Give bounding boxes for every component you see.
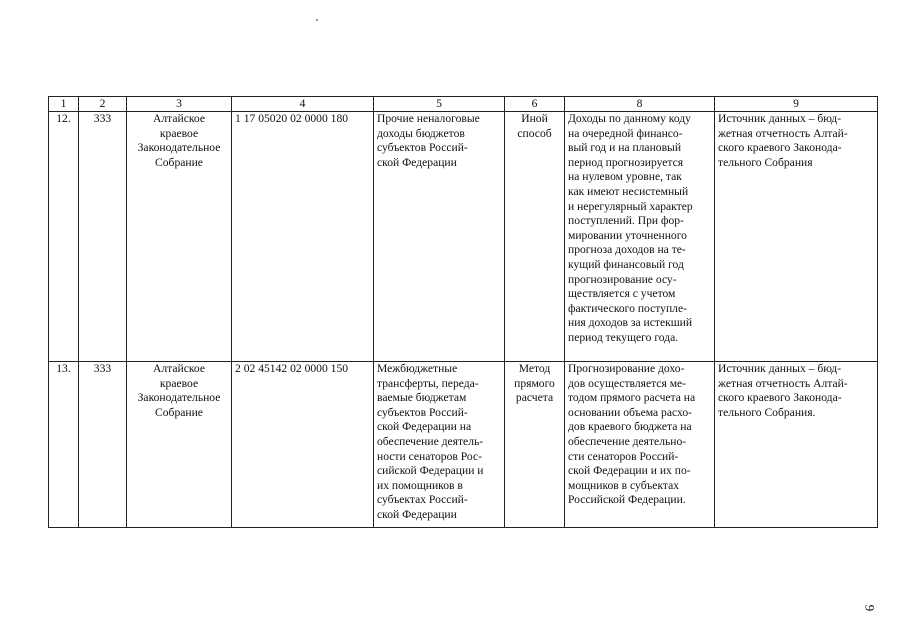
text-line: мощников в субъектах	[568, 478, 680, 492]
text-line: дов краевого бюджета на	[568, 420, 692, 434]
text-line: сийской Федерации и	[377, 464, 484, 478]
text-line: Алтайское	[153, 112, 205, 125]
text-line: Прочие неналоговые	[377, 112, 480, 125]
data-source	[715, 112, 878, 362]
page-number: 9	[862, 604, 878, 612]
text-line: краевое	[159, 126, 199, 140]
header-col-6: 6	[505, 97, 565, 112]
text-line: Законодательное	[137, 391, 221, 405]
text-line: прямого	[514, 376, 555, 390]
text-line: доходы бюджетов	[377, 126, 465, 140]
text-line: жетная отчетность Алтай-	[718, 126, 848, 140]
text-line: вый год и на плановый	[568, 141, 682, 155]
text-line: субъектов Россий-	[377, 141, 468, 155]
scan-speck	[316, 19, 318, 21]
text-line: обеспечение деятель-	[377, 434, 484, 448]
revenue-forecast-table	[48, 96, 878, 528]
text-line: Собрание	[155, 155, 203, 169]
text-line: ской Федерации и их по-	[568, 464, 691, 478]
header-col-2: 2	[79, 97, 127, 112]
text-line: ского краевого Законода-	[718, 141, 842, 155]
kbk-code: 2 02 45142 02 0000 150	[232, 362, 374, 528]
text-line: тельного Собрания.	[718, 405, 816, 419]
row-number: 12.	[49, 112, 79, 362]
administrator-name	[127, 362, 232, 528]
text-line: ваемые бюджетам	[377, 391, 467, 405]
text-line: ского краевого Законода-	[718, 391, 842, 405]
text-line: Алтайское	[153, 362, 205, 375]
table-header-row	[49, 97, 878, 112]
text-line: их помощников в	[377, 478, 463, 492]
text-line: тодом прямого расчета на	[568, 391, 696, 405]
text-line: способ	[517, 126, 552, 140]
table-row	[49, 362, 878, 528]
text-line: Межбюджетные	[377, 362, 458, 375]
text-line: Прогнозирование дохо-	[568, 362, 685, 375]
text-line: поступлений. При фор-	[568, 214, 684, 228]
text-line: Источник данных – бюд-	[718, 362, 842, 375]
text-line: кущий финансовый год	[568, 257, 684, 271]
table-row	[49, 112, 878, 362]
text-line: и нерегулярный характер	[568, 199, 693, 213]
header-col-3: 3	[127, 97, 232, 112]
text-line: на нулевом уровне, так	[568, 170, 682, 184]
revenue-name	[374, 362, 505, 528]
text-line: ской Федерации на	[377, 420, 472, 434]
text-line: ществляется с учетом	[568, 287, 676, 301]
text-line: обеспечение деятельно-	[568, 434, 687, 448]
text-line: мировании уточненного	[568, 228, 687, 242]
header-col-5: 5	[374, 97, 505, 112]
row-number: 13.	[49, 362, 79, 528]
text-line: сти сенаторов Россий-	[568, 449, 679, 463]
header-col-1: 1	[49, 97, 79, 112]
text-line: Российской Федерации.	[568, 493, 686, 507]
administrator-name	[127, 112, 232, 362]
text-line: Законодательное	[137, 141, 221, 155]
calculation-method	[505, 362, 565, 528]
text-line: трансферты, переда-	[377, 376, 479, 390]
calculation-method	[505, 112, 565, 362]
text-line: период текущего года.	[568, 330, 679, 344]
text-line: Метод	[518, 362, 551, 375]
text-line: ния доходов за истекший	[568, 316, 693, 330]
kbk-code: 1 17 05020 02 0000 180	[232, 112, 374, 362]
text-line: на очередной финансо-	[568, 126, 683, 140]
admin-code: 333	[79, 362, 127, 528]
header-col-9: 9	[715, 97, 878, 112]
forecast-algorithm	[565, 362, 715, 528]
forecast-algorithm	[565, 112, 715, 362]
text-line: дов осуществляется ме-	[568, 376, 687, 390]
text-line: субъектов Россий-	[377, 405, 468, 419]
text-line: период прогнозируется	[568, 155, 684, 169]
admin-code: 333	[79, 112, 127, 362]
text-line: Доходы по данному коду	[568, 112, 691, 125]
text-line: жетная отчетность Алтай-	[718, 376, 848, 390]
text-line: ности сенаторов Рос-	[377, 449, 483, 463]
text-line: основании объема расхо-	[568, 405, 693, 419]
text-line: ской Федерации	[377, 155, 457, 169]
text-line: субъектах Россий-	[377, 493, 468, 507]
text-line: краевое	[159, 376, 199, 390]
data-source	[715, 362, 878, 528]
text-line: как имеют несистемный	[568, 184, 689, 198]
text-line: ской Федерации	[377, 507, 457, 521]
text-line: Собрание	[155, 405, 203, 419]
header-col-4: 4	[232, 97, 374, 112]
text-line: тельного Собрания	[718, 155, 813, 169]
text-line: расчета	[515, 391, 554, 405]
header-col-8: 8	[565, 97, 715, 112]
text-line: прогнозирование осу-	[568, 272, 677, 286]
revenue-name	[374, 112, 505, 362]
text-line: фактического поступле-	[568, 301, 687, 315]
text-line: Иной	[521, 112, 548, 125]
text-line: Источник данных – бюд-	[718, 112, 842, 125]
text-line: прогноза доходов на те-	[568, 243, 686, 257]
